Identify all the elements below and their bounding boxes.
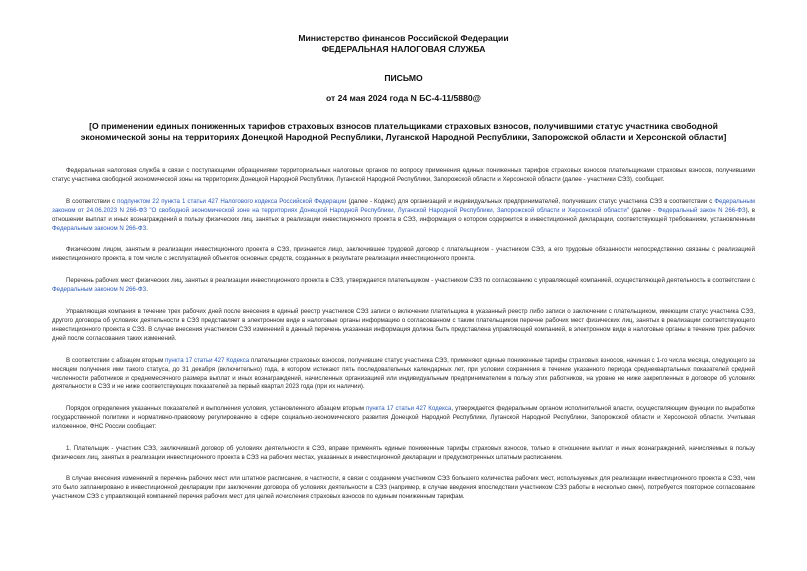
paragraph-individual-definition: Физическим лицом, занятым в реализации инвестиционного проекта в СЭЗ, признается лицо, заключившее трудовой договор с плательщиком - участником СЭЗ, а его трудовые обязанности непосредственно связаны с реализацией инвестиционного проекта, в том числе с эксплуатацией объектов основных средств, созданных в результате реализации инвестиционного проекта.	[52, 246, 755, 263]
text-run: (далее -	[628, 206, 658, 214]
paragraph-changes: В случае внесения изменений в перечень рабочих мест или штатное расписание, в частности, в связи с созданием участником СЭЗ большего количества рабочих мест, используемых для реализации инвестиционного проекта в СЭЗ, чем это было запланировано в инвестиционной декларации при заключении договора об условиях деятельности в СЭЗ (например, в случае введения впоследствии участником СЭЗ работы в несколько смен), потребуется повторное согласование участником СЭЗ с управляющей компанией перечня рабочих мест для целей исчисления страховых взносов по единым пониженным тарифам.	[52, 474, 755, 500]
text-run: В соответствии с абзацем вторым	[66, 356, 166, 364]
tax-code-article-link[interactable]: пункта 17 статьи 427 Кодекса	[165, 356, 250, 364]
text-run: , утверждается федеральным органом исполнительной власти, осуществляющим функции по выработке государственной политики и нормативно-правовому регулированию в сфере социально-экономического развития Донецкой Народной Республики, Луганской Народной Республики, Запорожской области и Херсонской области. Учитывая изложенное, ФНС России сообщает:	[52, 405, 756, 431]
text-run: Порядок определения указанных показателей и выполнения условия, установленного абзацем вторым	[66, 405, 366, 413]
federal-law-full-link[interactable]: Федеральным законом от 24.06.2023 N 266-ФЗ "О свободной экономической зоне на территориях Донецкой Народной Республики, Луганской Народной Республики, Запорожской области и Херсонской области"	[52, 197, 755, 214]
text-run: В соответствии с	[66, 197, 118, 205]
text-run: .	[146, 286, 148, 294]
tax-code-article-link[interactable]: пункта 17 статьи 427 Кодекса	[366, 405, 452, 413]
text-run: .	[146, 224, 148, 232]
paragraph-point-1: 1. Плательщик - участник СЭЗ, заключивший договор об условиях деятельности в СЭЗ, вправе применять единые пониженные тарифы страховых взносов, только в отношении выплат и иных вознаграждений, начисляемых в пользу физических лиц, занятых в реализации инвестиционного проекта в СЭЗ на рабочих местах, указанных в инвестиционной декларации и предусмотренных штатным расписанием.	[52, 445, 755, 461]
paragraph-intro: Федеральная налоговая служба в связи с поступающими обращениями территориальных налоговых органов по вопросу применения единых пониженных тарифов страховых взносов плательщиками страховых взносов, получившими статус участника свободной экономической зоны на территориях Донецкой Народной Республики, Луганской Народной Республики, Запорожской области и Херсонской области (далее - участники СЭЗ), сообщает.	[52, 167, 755, 183]
service-name: ФЕДЕРАЛЬНАЯ НАЛОГОВАЯ СЛУЖБА	[321, 44, 486, 54]
paragraph-tariff-conditions	[52, 357, 755, 393]
text-run: ), в отношении выплат и иных вознаграждений в пользу физических лиц, занятых в реализации инвестиционного проекта в СЭЗ, информация о котором содержится в инвестиционной декларации, соответствующей требованиям, установленным	[52, 206, 755, 223]
ministry-name: Министерство финансов Российской Федерации	[298, 33, 509, 43]
document-type: ПИСЬМО	[384, 73, 423, 83]
text-run: (далее - Кодекс) для организаций и индивидуальных предпринимателей, получивших статус участника СЭЗ в соответствии с	[346, 197, 715, 205]
federal-law-link[interactable]: Федеральным законом N 266-ФЗ	[52, 224, 147, 232]
text-run: плательщики страховых взносов, получившие статус участника СЭЗ, применяют единые пониженные тарифы страховых взносов, начиная с 1-го числа месяца, следующего за месяцем получения ими такого статуса, до 31 декабря (включительно) года, в котором истекают пять последовательных календарных лет, при условии сохранения в течение указанного периода среднеквартальных показателей средней численности работников и среднемесячного размера выплат и иных вознаграждений, начисленных организацией или индивидуальным предпринимателем в пользу этих работников, на уровне не ниже закрепленных в договоре об условиях деятельности в СЭЗ и не ниже соответствующих показателей за первый квартал 2023 года (при их наличии).	[52, 356, 756, 391]
paragraph-legal-basis	[52, 198, 755, 234]
federal-law-link[interactable]: Федеральным законом N 266-ФЗ	[52, 286, 147, 294]
document-number: от 24 мая 2024 года N БС-4-11/5880@	[325, 93, 482, 103]
document-subject: [О применении единых пониженных тарифов страховых взносов плательщиками страховых взносов, получившими статус участника свободной экономической зоны на территориях Донецкой Народной Республики, Луганской Народной Республики, Запорожской области и Херсонской области]	[80, 121, 727, 142]
federal-law-short-link[interactable]: Федеральный закон N 266-ФЗ	[657, 206, 746, 214]
document-body	[52, 167, 755, 502]
text-run: Перечень рабочих мест физических лиц, занятых в реализации инвестиционного проекта в СЭЗ, утверждается плательщиком - участником СЭЗ по согласованию с управляющей компанией, осуществляющей деятельность в соответствии с	[66, 277, 755, 285]
tax-code-link[interactable]: подпунктом 22 пункта 1 статьи 427 Налогового кодекса Российской Федерации	[117, 197, 347, 205]
paragraph-management-company: Управляющая компания в течение трех рабочих дней после внесения в единый реестр участников СЭЗ записи о включении плательщика в указанный реестр либо записи о заключении с плательщиком, имеющим статус участника СЭЗ, другого договора об условиях деятельности в СЭЗ представляет в электронном виде в налоговые органы информацию о согласованном с таким плательщиком перечне рабочих мест физических лиц, занятых в реализации соответствующего инвестиционного проекта в СЭЗ. В случае внесения участником СЭЗ изменений в данный перечень указанная информация должна быть представлена управляющей компанией, в электронном виде в налоговые органы в течение трех рабочих дней после согласования таких изменений.	[52, 308, 755, 342]
paragraph-indicator-procedure	[52, 405, 755, 432]
paragraph-workplace-list	[52, 277, 755, 295]
document-header	[52, 33, 755, 104]
